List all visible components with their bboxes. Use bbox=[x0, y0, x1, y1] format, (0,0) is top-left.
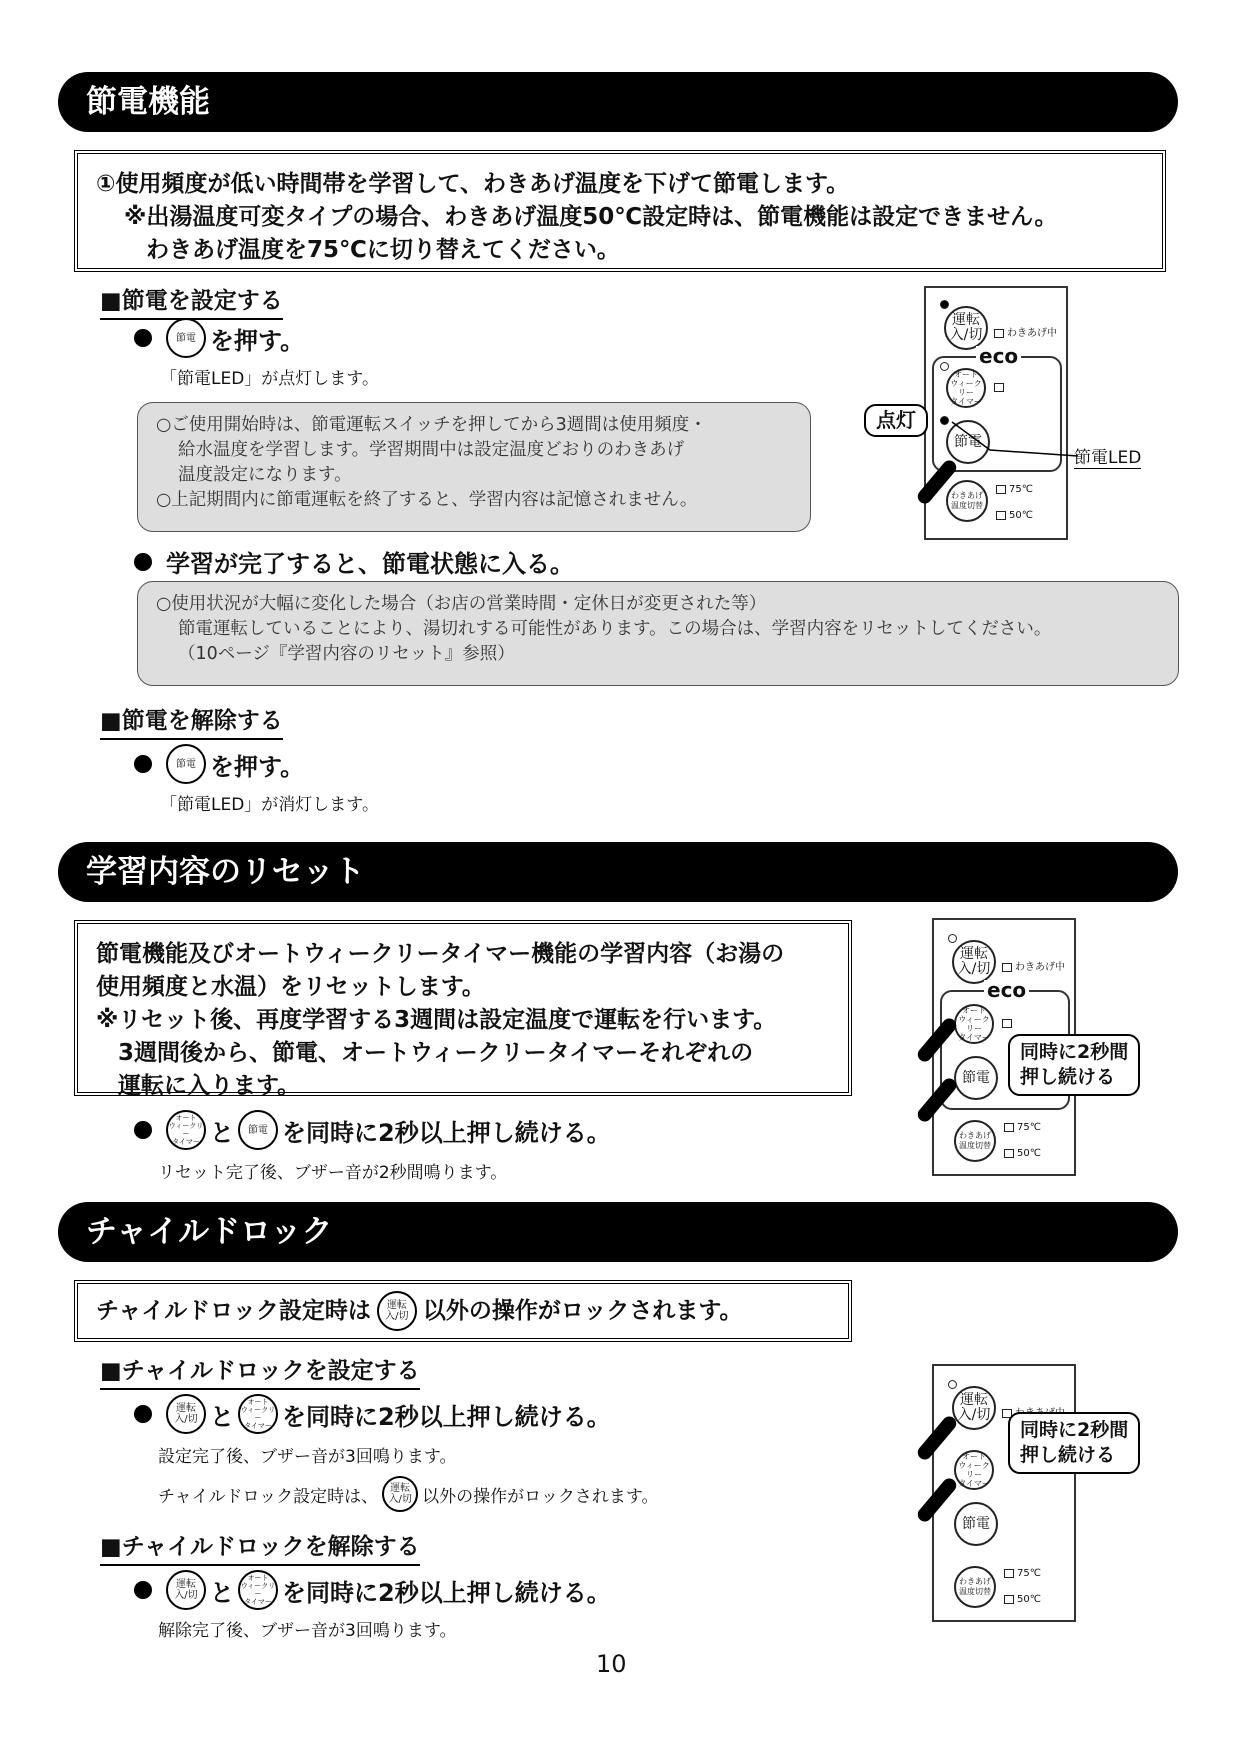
section-title-setsuden: 節電機能 bbox=[58, 72, 1178, 132]
info-line: 節電機能及びオートウィークリータイマー機能の学習内容（お湯の bbox=[96, 941, 785, 967]
wakiage-temp-switch-button: わきあげ 温度切替 bbox=[954, 1120, 996, 1162]
lit-callout: 点灯 bbox=[864, 404, 928, 437]
setsuden-button: 節電 bbox=[954, 1056, 998, 1100]
setsuden-button: 節電 bbox=[946, 420, 990, 464]
temp-75-label: 75℃ bbox=[1004, 1122, 1041, 1133]
page-number: 10 bbox=[596, 1650, 627, 1678]
info-line-3: わきあげ温度を75℃に切り替えてください。 bbox=[146, 237, 620, 263]
reset-step bbox=[134, 1110, 611, 1150]
setsuden-info-box bbox=[74, 150, 1166, 272]
setsuden-led-indicator bbox=[940, 416, 949, 425]
eco-label: eco bbox=[976, 346, 1021, 366]
info-line-2: ※出湯温度可変タイプの場合、わきあげ温度50℃設定時は、節電機能は設定できません。 bbox=[124, 204, 1058, 230]
child-lock-info-box bbox=[74, 1280, 852, 1342]
reset-info-box bbox=[74, 920, 852, 1099]
wakiage-temp-switch-button: わきあげ 温度切替 bbox=[954, 1566, 996, 1608]
wakiage-indicator-label: わきあげ中 bbox=[994, 324, 1057, 339]
callout-line: 同時に2秒間 bbox=[1020, 1419, 1129, 1441]
section-title-reset: 学習内容のリセット bbox=[58, 842, 1178, 902]
bullet-icon bbox=[134, 329, 152, 347]
auto-weekly-timer-button: オート ウィークリー タイマー bbox=[954, 1450, 994, 1490]
and-text: と bbox=[210, 1402, 234, 1431]
setsuden-release-heading: ■節電を解除する bbox=[100, 702, 283, 740]
run-indicator bbox=[948, 1380, 957, 1389]
learning-period-note bbox=[137, 402, 811, 532]
temp-75-label: 75℃ bbox=[996, 484, 1033, 495]
wakiage-temp-switch-button: わきあげ 温度切替 bbox=[946, 480, 988, 522]
run-button: 運転 入/切 bbox=[952, 940, 996, 984]
callout-line: 押し続ける bbox=[1020, 1066, 1116, 1088]
step-text: を押す。 bbox=[210, 752, 305, 781]
hold-2sec-callout bbox=[1008, 1034, 1140, 1096]
note-line: ○ご使用開始時は、節電運転スイッチを押してから3週間は使用頻度・ bbox=[156, 415, 707, 435]
bullet-icon bbox=[134, 1405, 152, 1423]
run-button-icon: 運転 入/切 bbox=[377, 1291, 417, 1331]
child-lock-set-note-2: チャイルドロック設定時は、 運転 入/切 以外の操作がロックされます。 bbox=[158, 1476, 658, 1512]
btn-label: 入/切 bbox=[949, 327, 983, 343]
setsuden-button-icon: 節電 bbox=[166, 744, 206, 784]
btn-label: 運転 bbox=[952, 312, 980, 328]
run-indicator bbox=[948, 934, 957, 943]
temp-75-label: 75℃ bbox=[1004, 1568, 1041, 1579]
note-line: （10ページ『学習内容のリセット』参照） bbox=[178, 644, 515, 664]
auto-weekly-timer-button: オート ウィークリー タイマー bbox=[946, 368, 986, 408]
temp-50-label: 50℃ bbox=[1004, 1594, 1041, 1605]
child-lock-release-heading: ■チャイルドロックを解除する bbox=[100, 1528, 420, 1566]
temp-50-label: 50℃ bbox=[996, 510, 1033, 521]
callout-line: 同時に2秒間 bbox=[1020, 1041, 1129, 1063]
child-lock-set-step bbox=[134, 1394, 611, 1434]
note-line: ○使用状況が大幅に変化した場合（お店の営業時間・定休日が変更された等） bbox=[156, 594, 767, 614]
setsuden-button-icon: 節電 bbox=[238, 1110, 278, 1150]
run-button-icon: 運転 入/切 bbox=[166, 1394, 206, 1434]
control-panel-3 bbox=[932, 1364, 1076, 1622]
step-text: 学習が完了すると、節電状態に入る。 bbox=[166, 550, 574, 578]
child-lock-set-note: 設定完了後、ブザー音が3回鳴ります。 bbox=[158, 1447, 457, 1467]
reset-note: リセット完了後、ブザー音が2秒間鳴ります。 bbox=[158, 1163, 508, 1183]
auto-weekly-timer-button-icon: オート ウィークリー タイマー bbox=[238, 1570, 278, 1610]
info-text: チャイルドロック設定時は bbox=[96, 1297, 371, 1324]
note-line: 温度設定になります。 bbox=[178, 465, 352, 485]
bullet-icon bbox=[134, 755, 152, 773]
led-leader-line bbox=[950, 410, 1080, 460]
info-line-1: ①使用頻度が低い時間帯を学習して、わきあげ温度を下げて節電します。 bbox=[96, 171, 850, 197]
setsuden-release-step bbox=[134, 744, 304, 784]
and-text: と bbox=[210, 1578, 234, 1607]
wakiage-indicator-label: わきあげ中 bbox=[1002, 958, 1065, 973]
auto-weekly-timer-button-icon: オート ウィークリー タイマー bbox=[238, 1394, 278, 1434]
info-line: 運転に入ります。 bbox=[118, 1073, 301, 1099]
setsuden-led-label: 節電LED bbox=[1074, 443, 1141, 469]
note-line: 給水温度を学習します。学習期間中は設定温度どおりのわきあげ bbox=[178, 440, 685, 460]
child-lock-set-heading: ■チャイルドロックを設定する bbox=[100, 1352, 420, 1390]
note-line: 節電運転していることにより、湯切れする可能性があります。この場合は、学習内容をリセットしてください。 bbox=[178, 619, 1052, 639]
info-line: 使用頻度と水温）をリセットします。 bbox=[96, 974, 485, 1000]
step-text: を同時に2秒以上押し続ける。 bbox=[282, 1578, 611, 1607]
setsuden-set-step bbox=[134, 318, 304, 358]
temp-50-label: 50℃ bbox=[1004, 1148, 1041, 1159]
info-line: 3週間後から、節電、オートウィークリータイマーそれぞれの bbox=[118, 1040, 754, 1066]
bullet-icon bbox=[134, 1581, 152, 1599]
callout-line: 押し続ける bbox=[1020, 1444, 1116, 1466]
run-button-icon: 運転 入/切 bbox=[382, 1476, 418, 1512]
setsuden-release-note: 「節電LED」が消灯します。 bbox=[160, 795, 379, 815]
auto-weekly-timer-button: オート ウィークリー タイマー bbox=[954, 1004, 994, 1044]
and-text: と bbox=[210, 1118, 234, 1147]
learning-complete-step bbox=[134, 544, 574, 579]
setsuden-set-note: 「節電LED」が点灯します。 bbox=[160, 369, 379, 389]
info-text: 以外の操作がロックされます。 bbox=[422, 1297, 743, 1324]
note-line: ○上記期間内に節電運転を終了すると、学習内容は記憶されません。 bbox=[156, 490, 698, 510]
hold-2sec-callout bbox=[1008, 1412, 1140, 1474]
step-text: を同時に2秒以上押し続ける。 bbox=[282, 1402, 611, 1431]
bullet-icon bbox=[134, 553, 152, 571]
child-lock-release-step bbox=[134, 1570, 611, 1610]
child-lock-release-note: 解除完了後、ブザー音が3回鳴ります。 bbox=[158, 1621, 457, 1641]
setsuden-set-heading: ■節電を設定する bbox=[100, 282, 283, 320]
auto-timer-led bbox=[1002, 1018, 1015, 1029]
usage-change-note bbox=[137, 581, 1179, 686]
step-text: を押す。 bbox=[210, 326, 305, 355]
setsuden-button-icon: 節電 bbox=[166, 318, 206, 358]
auto-timer-led bbox=[994, 382, 1007, 393]
step-text: を同時に2秒以上押し続ける。 bbox=[282, 1118, 611, 1147]
run-button: 運転 入/切 bbox=[952, 1386, 996, 1430]
run-button-icon: 運転 入/切 bbox=[166, 1570, 206, 1610]
bullet-icon bbox=[134, 1121, 152, 1139]
setsuden-button: 節電 bbox=[954, 1502, 998, 1546]
section-title-child-lock: チャイルドロック bbox=[58, 1202, 1178, 1262]
auto-weekly-timer-button-icon: オート ウィークリー タイマー bbox=[166, 1110, 206, 1150]
info-line: ※リセット後、再度学習する3週間は設定温度で運転を行います。 bbox=[96, 1007, 777, 1033]
eco-label: eco bbox=[984, 980, 1029, 1000]
run-indicator bbox=[940, 300, 949, 309]
